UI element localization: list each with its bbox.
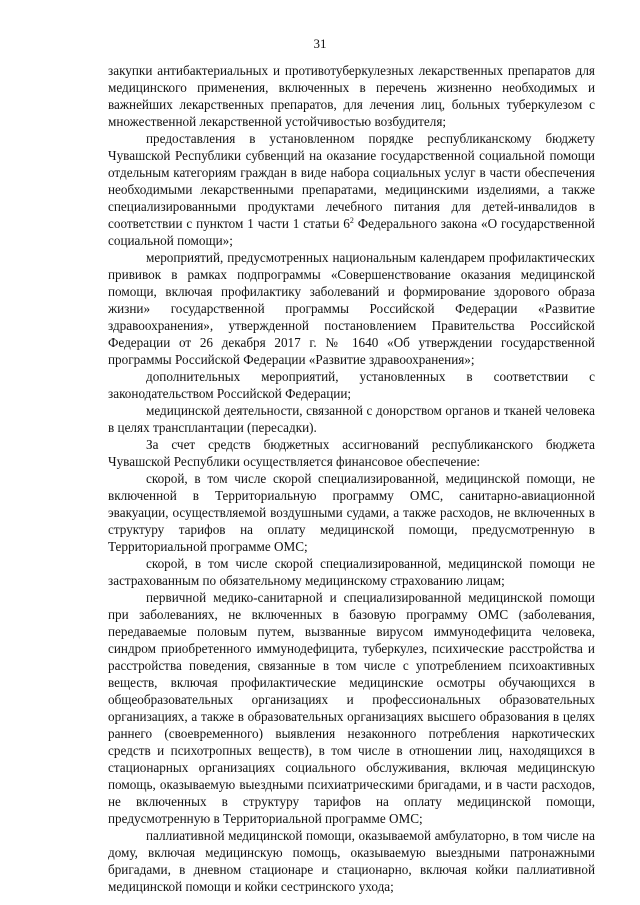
superscript: 2 bbox=[349, 216, 354, 225]
paragraph: скорой, в том числе скорой специализированной, медицинской помощи, не включенной в Территориальную программу ОМС, санитарно-авиационной эвакуации, осуществляемой воздушными судами, а также расходов, не включенных в структуру тарифов на оплату медицинской помощи, предусмотренную в Территориальной программе ОМС; bbox=[108, 471, 595, 554]
paragraph: закупки антибактериальных и противотуберкулезных лекарственных препаратов для медицинского применения, включенных в перечень жизненно необходимых и важнейших лекарственных препаратов, для лечения лиц, больных туберкулезом с множественной лекарственной устойчивостью возбудителя; bbox=[108, 63, 595, 129]
document-body bbox=[108, 62, 595, 895]
paragraph: дополнительных мероприятий, установленных в соответствии с законодательством Российской Федерации; bbox=[108, 369, 595, 401]
page-number: 31 bbox=[313, 36, 327, 51]
paragraph: мероприятий, предусмотренных национальным календарем профилактических прививок в рамках подпрограммы «Совершенствование оказания медицинской помощи, включая профилактику заболеваний и формирование здорового образа жизни» государственной программы Российской Федерации «Развитие здравоохранения», утвержденной постановлением Правительства Российской Федерации от 26 декабря 2017 г. № 1640 «Об утверждении государственной программы Российской Федерации «Развитие здравоохранения»; bbox=[108, 250, 595, 367]
paragraph-text: Федерального закона «О государственной социальной помощи»; bbox=[108, 216, 595, 248]
paragraph-text: предоставления в установленном порядке республиканскому бюджету Чувашской Республики субвенций на оказание государственной социальной помощи отдельным категориям граждан в виде набора социальных услуг в части обеспечения необходимыми лекарственными препаратами, медицинскими изделиями, а также специализированными продуктами лечебного питания для детей-инвалидов в соответствии с пунктом 1 части 1 статьи 6 bbox=[108, 131, 595, 231]
paragraph: первичной медико-санитарной и специализированной медицинской помощи при заболеваниях, не включенных в базовую программу ОМС (заболевания, передаваемые половым путем, вызванные вирусом иммунодефицита человека, синдром приобретенного иммунодефицита, туберкулез, психические расстройства и расстройства поведения, связанные в том числе с употреблением психоактивных веществ, включая профилактические медицинские осмотры обучающихся в общеобразовательных организациях и профессиональных образовательных организациях, а также в образовательных организациях высшего образования в целях раннего (своевременного) выявления незаконного потребления наркотических средств и психотропных веществ), в том числе в отношении лиц, находящихся в стационарных организациях социального обслуживания, включая медицинскую помощь, оказываемую выездными психиатрическими бригадами, и в части расходов, не включенных в структуру тарифов на оплату медицинской помощи, предусмотренную в Территориальной программе ОМС; bbox=[108, 590, 595, 826]
paragraph: медицинской деятельности, связанной с донорством органов и тканей человека в целях трансплантации (пересадки). bbox=[108, 403, 595, 435]
paragraph: скорой, в том числе скорой специализированной, медицинской помощи не застрахованным по обязательному медицинскому страхованию лицам; bbox=[108, 556, 595, 588]
paragraph: За счет средств бюджетных ассигнований республиканского бюджета Чувашской Республики осуществляется финансовое обеспечение: bbox=[108, 437, 595, 469]
paragraph: паллиативной медицинской помощи, оказываемой амбулаторно, в том числе на дому, включая медицинскую помощь, оказываемую выездными патронажными бригадами, в дневном стационаре и стационарно, включая койки паллиативной медицинской помощи и койки сестринского ухода; bbox=[108, 828, 595, 894]
paragraph bbox=[108, 130, 595, 249]
